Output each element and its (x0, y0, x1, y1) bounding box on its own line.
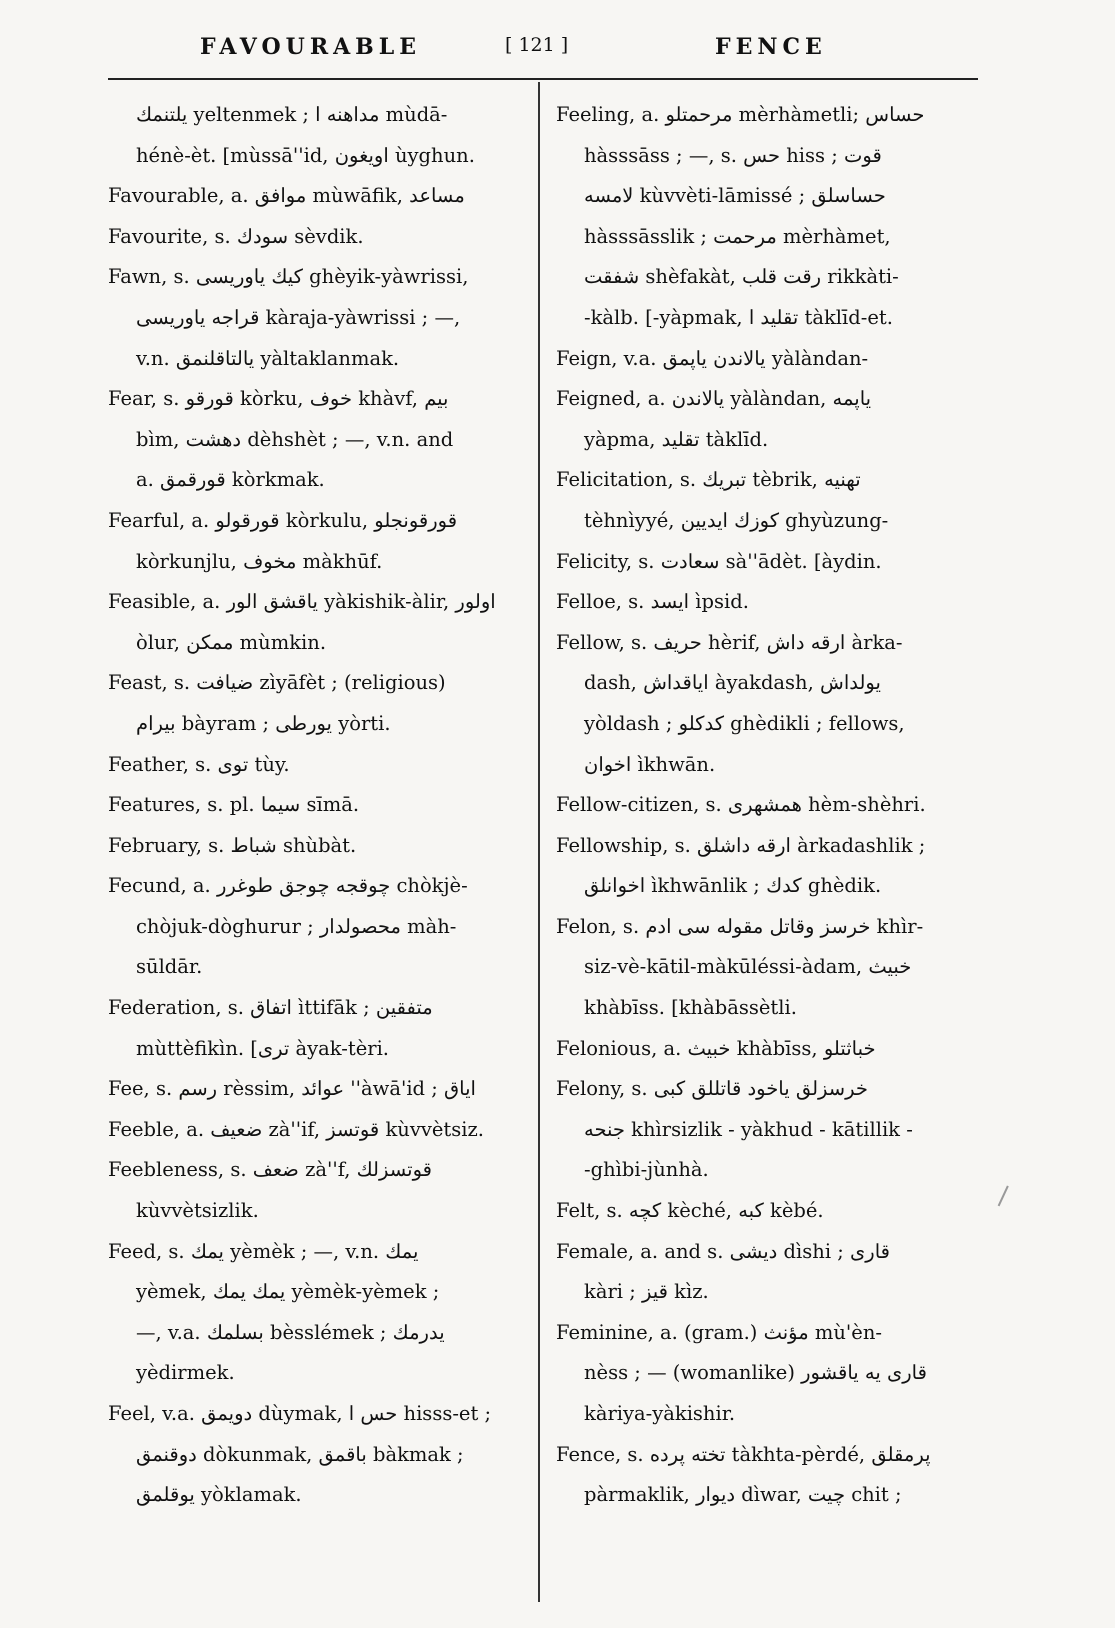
entry-line: Fee, s. رسم rèssim, عوائد ''àwā'id ; اياق (108, 1077, 476, 1101)
entry-line: Felicity, s. سعادت sà''ādèt. [àydin. (556, 549, 882, 573)
entry-line: دوقنمق dòkunmak, باقمق bàkmak ; (136, 1442, 464, 1466)
entry-line: Feasible, a. ياقشق الور yàkishik-àlir, اولور (108, 590, 496, 614)
header-first-word: FAVOURABLE (200, 34, 422, 60)
entry-line: hénè-èt. [mùssā''id, اويغون ùyghun. (136, 143, 475, 167)
entry-line: Felt, s. كچه kèché, كبه kèbé. (556, 1199, 824, 1223)
entry-line: لامسه kùvvèti-lāmissé ; حساسلق (584, 184, 886, 208)
paper-speck (998, 1186, 1014, 1209)
entry-line: يلتنمك yeltenmek ; مداهنه ا mùdā- (136, 103, 448, 126)
entry-line: v.n. يالتاقلنمق yàltaklanmak. (136, 346, 400, 370)
entry-line: pàrmaklik, ديوار dìwar, چيت chit ; (584, 1483, 902, 1507)
entry-line: siz-vè-kātil-màkūléssi-àdam, خبيث (584, 955, 912, 979)
entry-line: kùvvètsizlik. (136, 1199, 259, 1223)
entry-line: Fear, s. قورقو kòrku, خوف khàvf, بيم (108, 387, 449, 411)
entry-line: اخوان ìkhwān. (584, 752, 716, 776)
entry-line: Feebleness, s. ضعف zà''f, قوتسزلك (108, 1158, 432, 1182)
entry-line: bìm, دهشت dèhshèt ; —, v.n. and (136, 427, 454, 451)
entry-line: يوقلمق yòklamak. (136, 1483, 302, 1507)
entry-line: hàsssāsslik ; مرحمت mèrhàmet, (584, 224, 891, 248)
entry-line: -kàlb. [-yàpmak, تقليد ا tàklīd-et. (584, 305, 893, 329)
entry-line: Fellowship, s. ارقه داشلق àrkadashlik ; (556, 833, 926, 857)
entry-line: Feminine, a. (gram.) مؤنث mù'èn- (556, 1320, 882, 1344)
left-column (108, 95, 526, 1605)
right-column (556, 95, 980, 1605)
entry-line: Fence, s. تخته پرده tàkhta-pèrdé, پرمقلق (556, 1442, 931, 1466)
entry-line: Feed, s. يمك yèmèk ; —, v.n. يمك (108, 1239, 419, 1263)
entry-line: Feast, s. ضيافت zìyāfèt ; (religious) (108, 671, 446, 695)
entry-line: Features, s. pl. سيما sīmā. (108, 793, 360, 817)
entry-line: Felon, s. خرسز وقاتل مقوله سى ادم khìr- (556, 914, 924, 938)
entry-line: Feeble, a. ضعيف zà''if, قوتسز kùvvètsiz. (108, 1117, 484, 1141)
entry-line: hàsssāss ; —, s. حس hiss ; قوت (584, 143, 882, 167)
page-number: [ 121 ] (505, 34, 569, 56)
entry-line: بيرام bàyram ; يورطى yòrti. (136, 711, 391, 735)
entry-line: yèdirmek. (136, 1361, 235, 1385)
entry-line: òlur, ممكن mùmkin. (136, 630, 327, 654)
entry-line: جنحه khìrsizlik - yàkhud - kātillik - (584, 1117, 913, 1141)
entry-line: Felicitation, s. تبريك tèbrik, تهنيه (556, 468, 861, 492)
entry-line: Female, a. and s. ديشى dìshi ; قارى (556, 1239, 890, 1263)
entry-line: Fellow-citizen, s. همشهرى hèm-shèhri. (556, 793, 926, 817)
entry-line: Fearful, a. قورقولو kòrkulu, قورقونجلو (108, 508, 458, 532)
entry-line: February, s. شباط shùbàt. (108, 833, 357, 857)
entry-line: mùttèfikìn. [ترى àyak-tèri. (136, 1036, 390, 1060)
entry-line: -ghìbi-jùnhà. (584, 1158, 709, 1182)
entry-line: kàriya-yàkishir. (584, 1402, 736, 1425)
entry-line: —, v.a. بسلمك bèsslémek ; يدرمك (136, 1320, 445, 1344)
entry-line: yàpma, تقليد tàklīd. (584, 427, 769, 451)
entry-line: Fellow, s. حريف hèrif, ارقه داش àrka- (556, 630, 903, 654)
header-last-word: FENCE (715, 34, 827, 60)
entry-line: kòrkunjlu, مخوف màkhūf. (136, 549, 383, 573)
entry-line: Felloe, s. ايسد ìpsid. (556, 590, 749, 614)
entry-line: Felonious, a. خبيث khàbīss, خباثتلو (556, 1036, 876, 1060)
entry-line: Favourite, s. سودك sèvdik. (108, 224, 364, 248)
entry-line: اخوانلق ìkhwānlik ; كدك ghèdik. (584, 874, 882, 898)
entry-line: Federation, s. اتفاق ìttifāk ; متفقين (108, 996, 433, 1020)
entry-line: Fawn, s. كيك ياوريسى ghèyik-yàwrissi, (108, 265, 469, 289)
entry-line: Feeling, a. مرحمتلو mèrhàmetli; حساس (556, 103, 925, 126)
column-divider (538, 82, 540, 1602)
entry-line: dash, اياقداش àyakdash, يولداش (584, 671, 881, 695)
entry-line: Feign, v.a. يالاندن ياپمق yàlàndan- (556, 346, 869, 370)
entry-line: Feather, s. توى tùy. (108, 752, 290, 776)
page-header (0, 28, 1115, 68)
entry-line: Feigned, a. يالاندن yàlàndan, ياپمه (556, 387, 872, 411)
entry-line: khàbīss. [khàbāssètli. (584, 996, 797, 1020)
entry-line: yèmek, يمك يمك yèmèk-yèmek ; (136, 1280, 440, 1304)
entry-line: Favourable, a. موافق mùwāfik, مساعد (108, 184, 465, 208)
entry-line: قراجه ياوريسى kàraja-yàwrissi ; —, (136, 305, 461, 329)
header-rule (108, 78, 978, 80)
entry-line: yòldash ; كدكلو ghèdikli ; fellows, (584, 711, 905, 735)
entry-line: sūldār. (136, 955, 203, 979)
entry-line: tèhnìyyé, كوزك ايديين ghyùzung- (584, 508, 889, 532)
entry-line: chòjuk-dòghurur ; محصولدار màh- (136, 914, 457, 938)
entry-line: Felony, s. خرسزلق ياخود قاتللق كبى (556, 1077, 868, 1101)
entry-line: nèss ; — (womanlike) قارى يه ياقشور (584, 1361, 927, 1385)
entry-line: Fecund, a. چوقجه چوجق طوغرر chòkjè- (108, 874, 468, 898)
entry-line: شفقت shèfakàt, رقت قلب rikkàti- (584, 265, 899, 289)
entry-line: a. قورقمق kòrkmak. (136, 468, 325, 492)
entry-line: Feel, v.a. دويمق dùymak, حس ا hisss-et ; (108, 1402, 492, 1425)
entry-line: kàri ; قيز kìz. (584, 1280, 709, 1304)
